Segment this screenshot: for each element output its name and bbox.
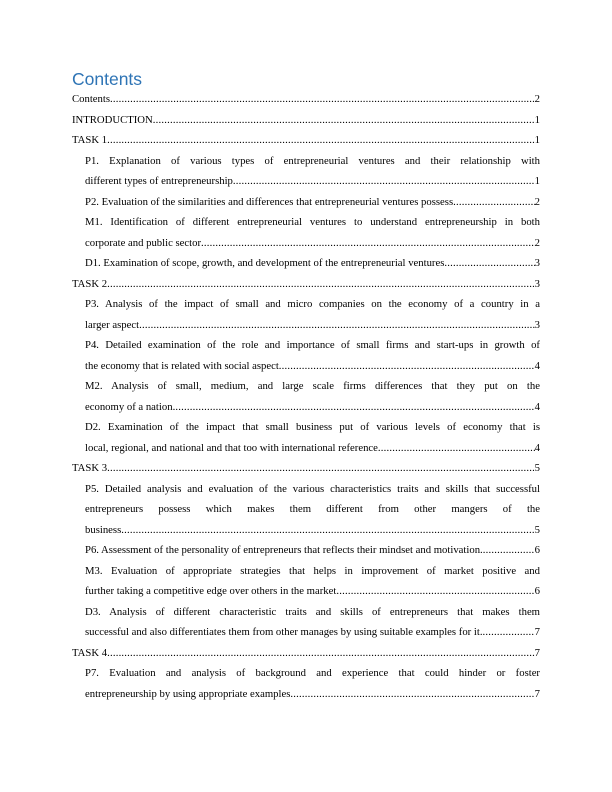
dot-leader xyxy=(336,581,534,602)
toc-entry-text-end: different types of entrepreneurship xyxy=(85,175,233,187)
dot-leader xyxy=(279,356,535,377)
toc-entry-text: P4. Detailed examination of the role and importance of small firms and start-ups in growth of xyxy=(85,339,540,351)
dot-leader xyxy=(173,397,535,418)
toc-page-number: 3 xyxy=(534,277,540,290)
dot-leader xyxy=(483,622,535,643)
toc-entry-sub[interactable] xyxy=(72,376,540,417)
toc-entry-title: INTRODUCTION xyxy=(72,113,153,126)
dot-leader xyxy=(233,171,535,192)
toc-page-number: 2 xyxy=(534,195,540,208)
dot-leader xyxy=(153,110,535,131)
dot-leader xyxy=(139,315,535,336)
toc-entry-title: TASK 4 xyxy=(72,646,108,659)
toc-entry-text-end: larger aspect xyxy=(85,318,140,331)
toc-entry-text-end: economy of a nation xyxy=(85,400,173,413)
toc-entry-text: M1. Identification of different entrepreneurial ventures to understand entrepreneurship in both xyxy=(85,216,540,228)
toc-entry-sub[interactable] xyxy=(72,540,540,561)
toc-entry-text: P3. Analysis of the impact of small and micro companies on the economy of a country in a xyxy=(85,298,540,310)
dot-leader xyxy=(107,274,535,295)
toc-entry-title: TASK 3 xyxy=(72,462,108,474)
dot-leader xyxy=(444,253,534,274)
toc-page-number: 1 xyxy=(534,113,540,126)
toc-entry-text-end: P6. Assessment of the personality of entrepreneurs that reflects their mindset and motivation. xyxy=(85,544,483,556)
toc-entry-sub[interactable] xyxy=(72,602,540,643)
toc-entry-text-end: local, regional, and national and that too with international reference xyxy=(85,441,378,454)
toc-entry-sub[interactable] xyxy=(72,253,540,274)
table-of-contents xyxy=(72,89,540,704)
dot-leader xyxy=(110,89,535,110)
toc-entry-sub[interactable] xyxy=(72,212,540,253)
contents-heading: Contents xyxy=(72,69,143,89)
toc-entry-main[interactable] xyxy=(72,643,540,664)
toc-entry-sub[interactable] xyxy=(72,192,540,213)
toc-entry-text-end: D1. Examination of scope, growth, and development of the entrepreneurial ventures xyxy=(85,257,445,269)
toc-entry-main[interactable] xyxy=(72,130,540,151)
toc-page-number: 6 xyxy=(534,544,540,556)
toc-page-number: 1 xyxy=(534,134,540,146)
toc-entry-title: TASK 2 xyxy=(72,277,108,290)
toc-page-number: 5 xyxy=(534,462,540,474)
toc-entry-sub[interactable] xyxy=(72,335,540,376)
toc-entry-text: D2. Examination of the impact that small business put of various levels of economy that is xyxy=(85,421,540,433)
toc-entry-title: Contents xyxy=(72,93,111,105)
toc-entry-sub[interactable] xyxy=(72,479,540,541)
toc-page-number: 2 xyxy=(534,93,540,105)
toc-entry-text: P7. Evaluation and analysis of background and experience that could hinder or foster xyxy=(85,667,540,679)
toc-entry-sub[interactable] xyxy=(72,561,540,602)
toc-entry-main[interactable] xyxy=(72,274,540,295)
toc-entry-text-end: business xyxy=(85,523,122,536)
dot-leader xyxy=(107,458,535,479)
toc-entry-text-end: further taking a competitive edge over others in the market xyxy=(85,585,337,597)
toc-page-number: 4 xyxy=(534,441,540,454)
toc-page-number: 4 xyxy=(534,359,540,372)
toc-entry-text-end: corporate and public sector xyxy=(85,236,202,249)
toc-entry-main[interactable] xyxy=(72,458,540,479)
toc-page-number: 3 xyxy=(534,318,540,331)
toc-page-number: 3 xyxy=(534,257,540,269)
toc-entry-text-end: the economy that is related with social aspect xyxy=(85,359,279,372)
dot-leader xyxy=(290,684,534,705)
dot-leader xyxy=(121,520,534,541)
toc-entry-text: M2. Analysis of small, medium, and large scale firms differences that they put on the xyxy=(85,380,540,392)
toc-entry-text: P1. Explanation of various types of entrepreneurial ventures and their relationship with xyxy=(85,154,540,167)
toc-entry-sub[interactable] xyxy=(72,663,540,704)
toc-page-number: 1 xyxy=(534,175,540,187)
toc-entry-text: P5. Detailed analysis and evaluation of the various characteristics traits and skills that successful entrepreneurs possess which makes them different from other mangers of the xyxy=(85,482,540,515)
toc-entry-sub[interactable] xyxy=(72,151,540,192)
toc-page-number: 2 xyxy=(534,236,540,249)
toc-entry-main[interactable] xyxy=(72,89,540,110)
toc-page-number: 7 xyxy=(534,626,540,638)
toc-entry-main[interactable] xyxy=(72,110,540,131)
toc-entry-title: TASK 1 xyxy=(72,134,108,146)
toc-page-number: 7 xyxy=(534,687,540,700)
toc-page-number: 7 xyxy=(534,646,540,659)
dot-leader xyxy=(453,192,535,213)
toc-entry-text-end: successful and also differentiates them from other manages by using suitable examples for it. xyxy=(85,626,483,638)
dot-leader xyxy=(107,643,535,664)
toc-page-number: 4 xyxy=(534,400,540,413)
toc-entry-sub[interactable] xyxy=(72,294,540,335)
toc-page-number: 5 xyxy=(534,523,540,536)
toc-entry-text: D3. Analysis of different characteristic traits and skills of entrepreneurs that makes them xyxy=(85,605,540,618)
toc-entry-text: M3. Evaluation of appropriate strategies that helps in improvement of market positive and xyxy=(85,564,540,577)
dot-leader xyxy=(378,438,535,459)
dot-leader xyxy=(107,130,535,151)
toc-entry-sub[interactable] xyxy=(72,417,540,458)
toc-entry-text-end: P2. Evaluation of the similarities and differences that entrepreneurial ventures possess xyxy=(85,195,454,208)
toc-page-number: 6 xyxy=(534,585,540,597)
dot-leader xyxy=(201,233,535,254)
dot-leader xyxy=(483,540,535,561)
toc-entry-text-end: entrepreneurship by using appropriate examples xyxy=(85,687,291,700)
